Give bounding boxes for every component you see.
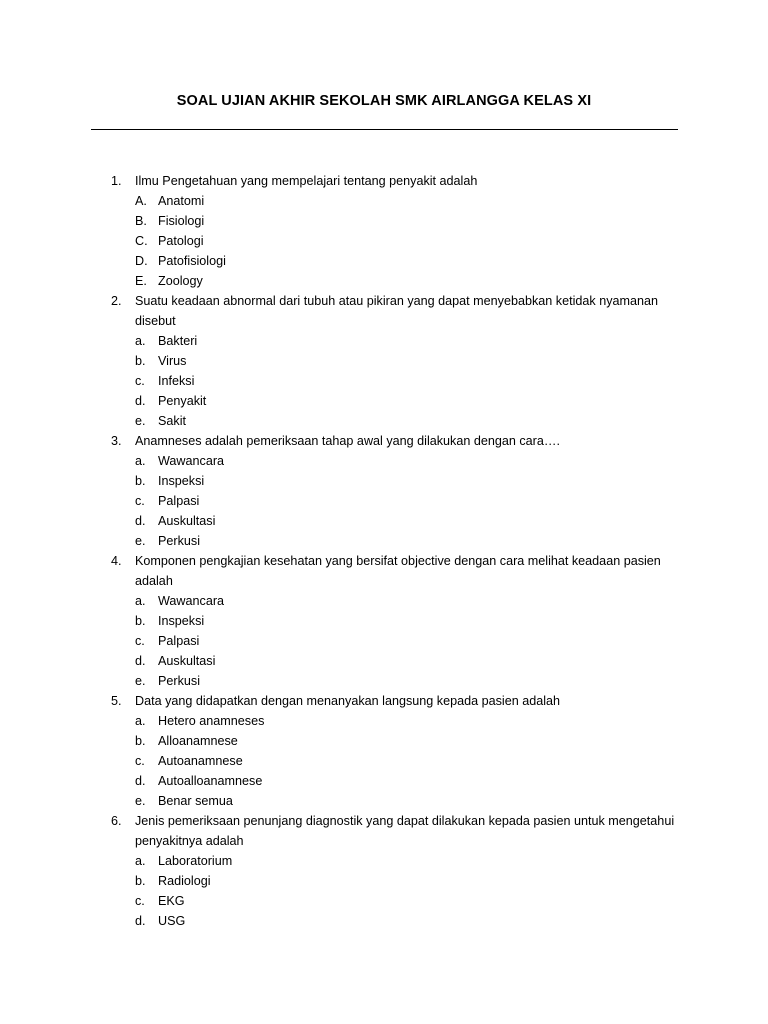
answer-option xyxy=(0,511,768,531)
option-text: Fisiologi xyxy=(158,214,205,228)
document-title: SOAL UJIAN AKHIR SEKOLAH SMK AIRLANGGA KELAS XI xyxy=(176,93,592,109)
option-text: Wawancara xyxy=(158,594,225,608)
answer-options xyxy=(0,191,768,291)
option-letter: d. xyxy=(135,394,146,408)
question-stem xyxy=(0,291,768,331)
answer-option xyxy=(0,591,768,611)
option-letter: c. xyxy=(135,494,145,508)
question-stem xyxy=(0,691,768,711)
answer-option xyxy=(0,871,768,891)
question-item xyxy=(0,811,768,931)
question-item xyxy=(0,551,768,691)
option-letter: A. xyxy=(135,194,147,208)
answer-option xyxy=(0,351,768,371)
option-text: Virus xyxy=(158,354,187,368)
question-number: 3. xyxy=(111,434,122,448)
answer-option xyxy=(0,651,768,671)
question-number: 6. xyxy=(111,814,122,828)
option-text: Hetero anamneses xyxy=(158,714,265,728)
option-text: Inspeksi xyxy=(158,474,205,488)
option-letter: C. xyxy=(135,234,148,248)
option-letter: c. xyxy=(135,634,145,648)
option-text: Inspeksi xyxy=(158,614,205,628)
question-number: 2. xyxy=(111,294,122,308)
answer-option xyxy=(0,271,768,291)
answer-option xyxy=(0,751,768,771)
answer-option xyxy=(0,851,768,871)
option-letter: b. xyxy=(135,354,146,368)
answer-option xyxy=(0,771,768,791)
question-text: Data yang didapatkan dengan menanyakan langsung kepada pasien adalah xyxy=(135,694,561,708)
option-letter: D. xyxy=(135,254,148,268)
option-letter: a. xyxy=(135,714,146,728)
option-text: Penyakit xyxy=(158,394,207,408)
answer-option xyxy=(0,671,768,691)
question-stem xyxy=(0,811,768,851)
option-letter: d. xyxy=(135,514,146,528)
answer-option xyxy=(0,411,768,431)
question-item xyxy=(0,431,768,551)
answer-options xyxy=(0,331,768,431)
option-letter: b. xyxy=(135,874,146,888)
question-text: Ilmu Pengetahuan yang mempelajari tentang penyakit adalah xyxy=(135,174,478,188)
option-text: Anatomi xyxy=(158,194,205,208)
answer-option xyxy=(0,491,768,511)
option-text: Zoology xyxy=(158,274,203,288)
question-number: 5. xyxy=(111,694,122,708)
option-text: Laboratorium xyxy=(158,854,233,868)
option-letter: a. xyxy=(135,334,146,348)
option-text: Perkusi xyxy=(158,534,200,548)
question-stem xyxy=(0,171,768,191)
question-item xyxy=(0,691,768,811)
answer-options xyxy=(0,451,768,551)
option-text: Wawancara xyxy=(158,454,225,468)
question-list xyxy=(0,171,768,931)
answer-option xyxy=(0,471,768,491)
option-text: Radiologi xyxy=(158,874,211,888)
option-text: Palpasi xyxy=(158,634,200,648)
option-text: EKG xyxy=(158,894,185,908)
question-text: Komponen pengkajian kesehatan yang bersifat objective dengan cara melihat keadaan pasien adalah xyxy=(135,554,661,588)
question-item xyxy=(0,291,768,431)
option-letter: B. xyxy=(135,214,147,228)
option-text: Sakit xyxy=(158,414,186,428)
answer-option xyxy=(0,451,768,471)
answer-option xyxy=(0,371,768,391)
option-text: Bakteri xyxy=(158,334,198,348)
option-text: Autoalloanamnese xyxy=(158,774,263,788)
option-letter: b. xyxy=(135,734,146,748)
option-text: Infeksi xyxy=(158,374,195,388)
option-text: Perkusi xyxy=(158,674,200,688)
option-letter: a. xyxy=(135,454,146,468)
answer-option xyxy=(0,891,768,911)
question-stem xyxy=(0,431,768,451)
option-letter: d. xyxy=(135,914,146,928)
option-text: USG xyxy=(158,914,186,928)
question-text: Jenis pemeriksaan penunjang diagnostik yang dapat dilakukan kepada pasien untuk mengetahui penyakitnya adalah xyxy=(135,814,675,848)
option-letter: a. xyxy=(135,594,146,608)
option-letter: b. xyxy=(135,474,146,488)
option-letter: d. xyxy=(135,774,146,788)
answer-option xyxy=(0,531,768,551)
answer-option xyxy=(0,791,768,811)
option-letter: e. xyxy=(135,794,146,808)
answer-options xyxy=(0,851,768,931)
option-letter: c. xyxy=(135,754,145,768)
option-letter: b. xyxy=(135,614,146,628)
answer-option xyxy=(0,251,768,271)
option-letter: e. xyxy=(135,414,146,428)
option-letter: c. xyxy=(135,374,145,388)
option-letter: d. xyxy=(135,654,146,668)
question-text: Anamneses adalah pemeriksaan tahap awal yang dilakukan dengan cara…. xyxy=(135,434,560,448)
option-text: Benar semua xyxy=(158,794,233,808)
question-item xyxy=(0,171,768,291)
answer-option xyxy=(0,911,768,931)
option-letter: e. xyxy=(135,674,146,688)
question-text: Suatu keadaan abnormal dari tubuh atau pikiran yang dapat menyebabkan ketidak nyamanan disebut xyxy=(135,294,659,328)
answer-option xyxy=(0,211,768,231)
option-letter: E. xyxy=(135,274,147,288)
answer-option xyxy=(0,631,768,651)
answer-options xyxy=(0,711,768,811)
option-text: Auskultasi xyxy=(158,514,216,528)
option-text: Alloanamnese xyxy=(158,734,238,748)
option-letter: e. xyxy=(135,534,146,548)
answer-option xyxy=(0,391,768,411)
answer-option xyxy=(0,731,768,751)
option-text: Patofisiologi xyxy=(158,254,226,268)
answer-option xyxy=(0,331,768,351)
option-text: Patologi xyxy=(158,234,204,248)
answer-option xyxy=(0,231,768,251)
answer-option xyxy=(0,711,768,731)
option-letter: a. xyxy=(135,854,146,868)
title-divider xyxy=(91,129,678,130)
question-stem xyxy=(0,551,768,591)
option-letter: c. xyxy=(135,894,145,908)
question-number: 4. xyxy=(111,554,122,568)
answer-option xyxy=(0,611,768,631)
option-text: Auskultasi xyxy=(158,654,216,668)
option-text: Autoanamnese xyxy=(158,754,243,768)
answer-option xyxy=(0,191,768,211)
option-text: Palpasi xyxy=(158,494,200,508)
answer-options xyxy=(0,591,768,691)
question-number: 1. xyxy=(111,174,122,188)
